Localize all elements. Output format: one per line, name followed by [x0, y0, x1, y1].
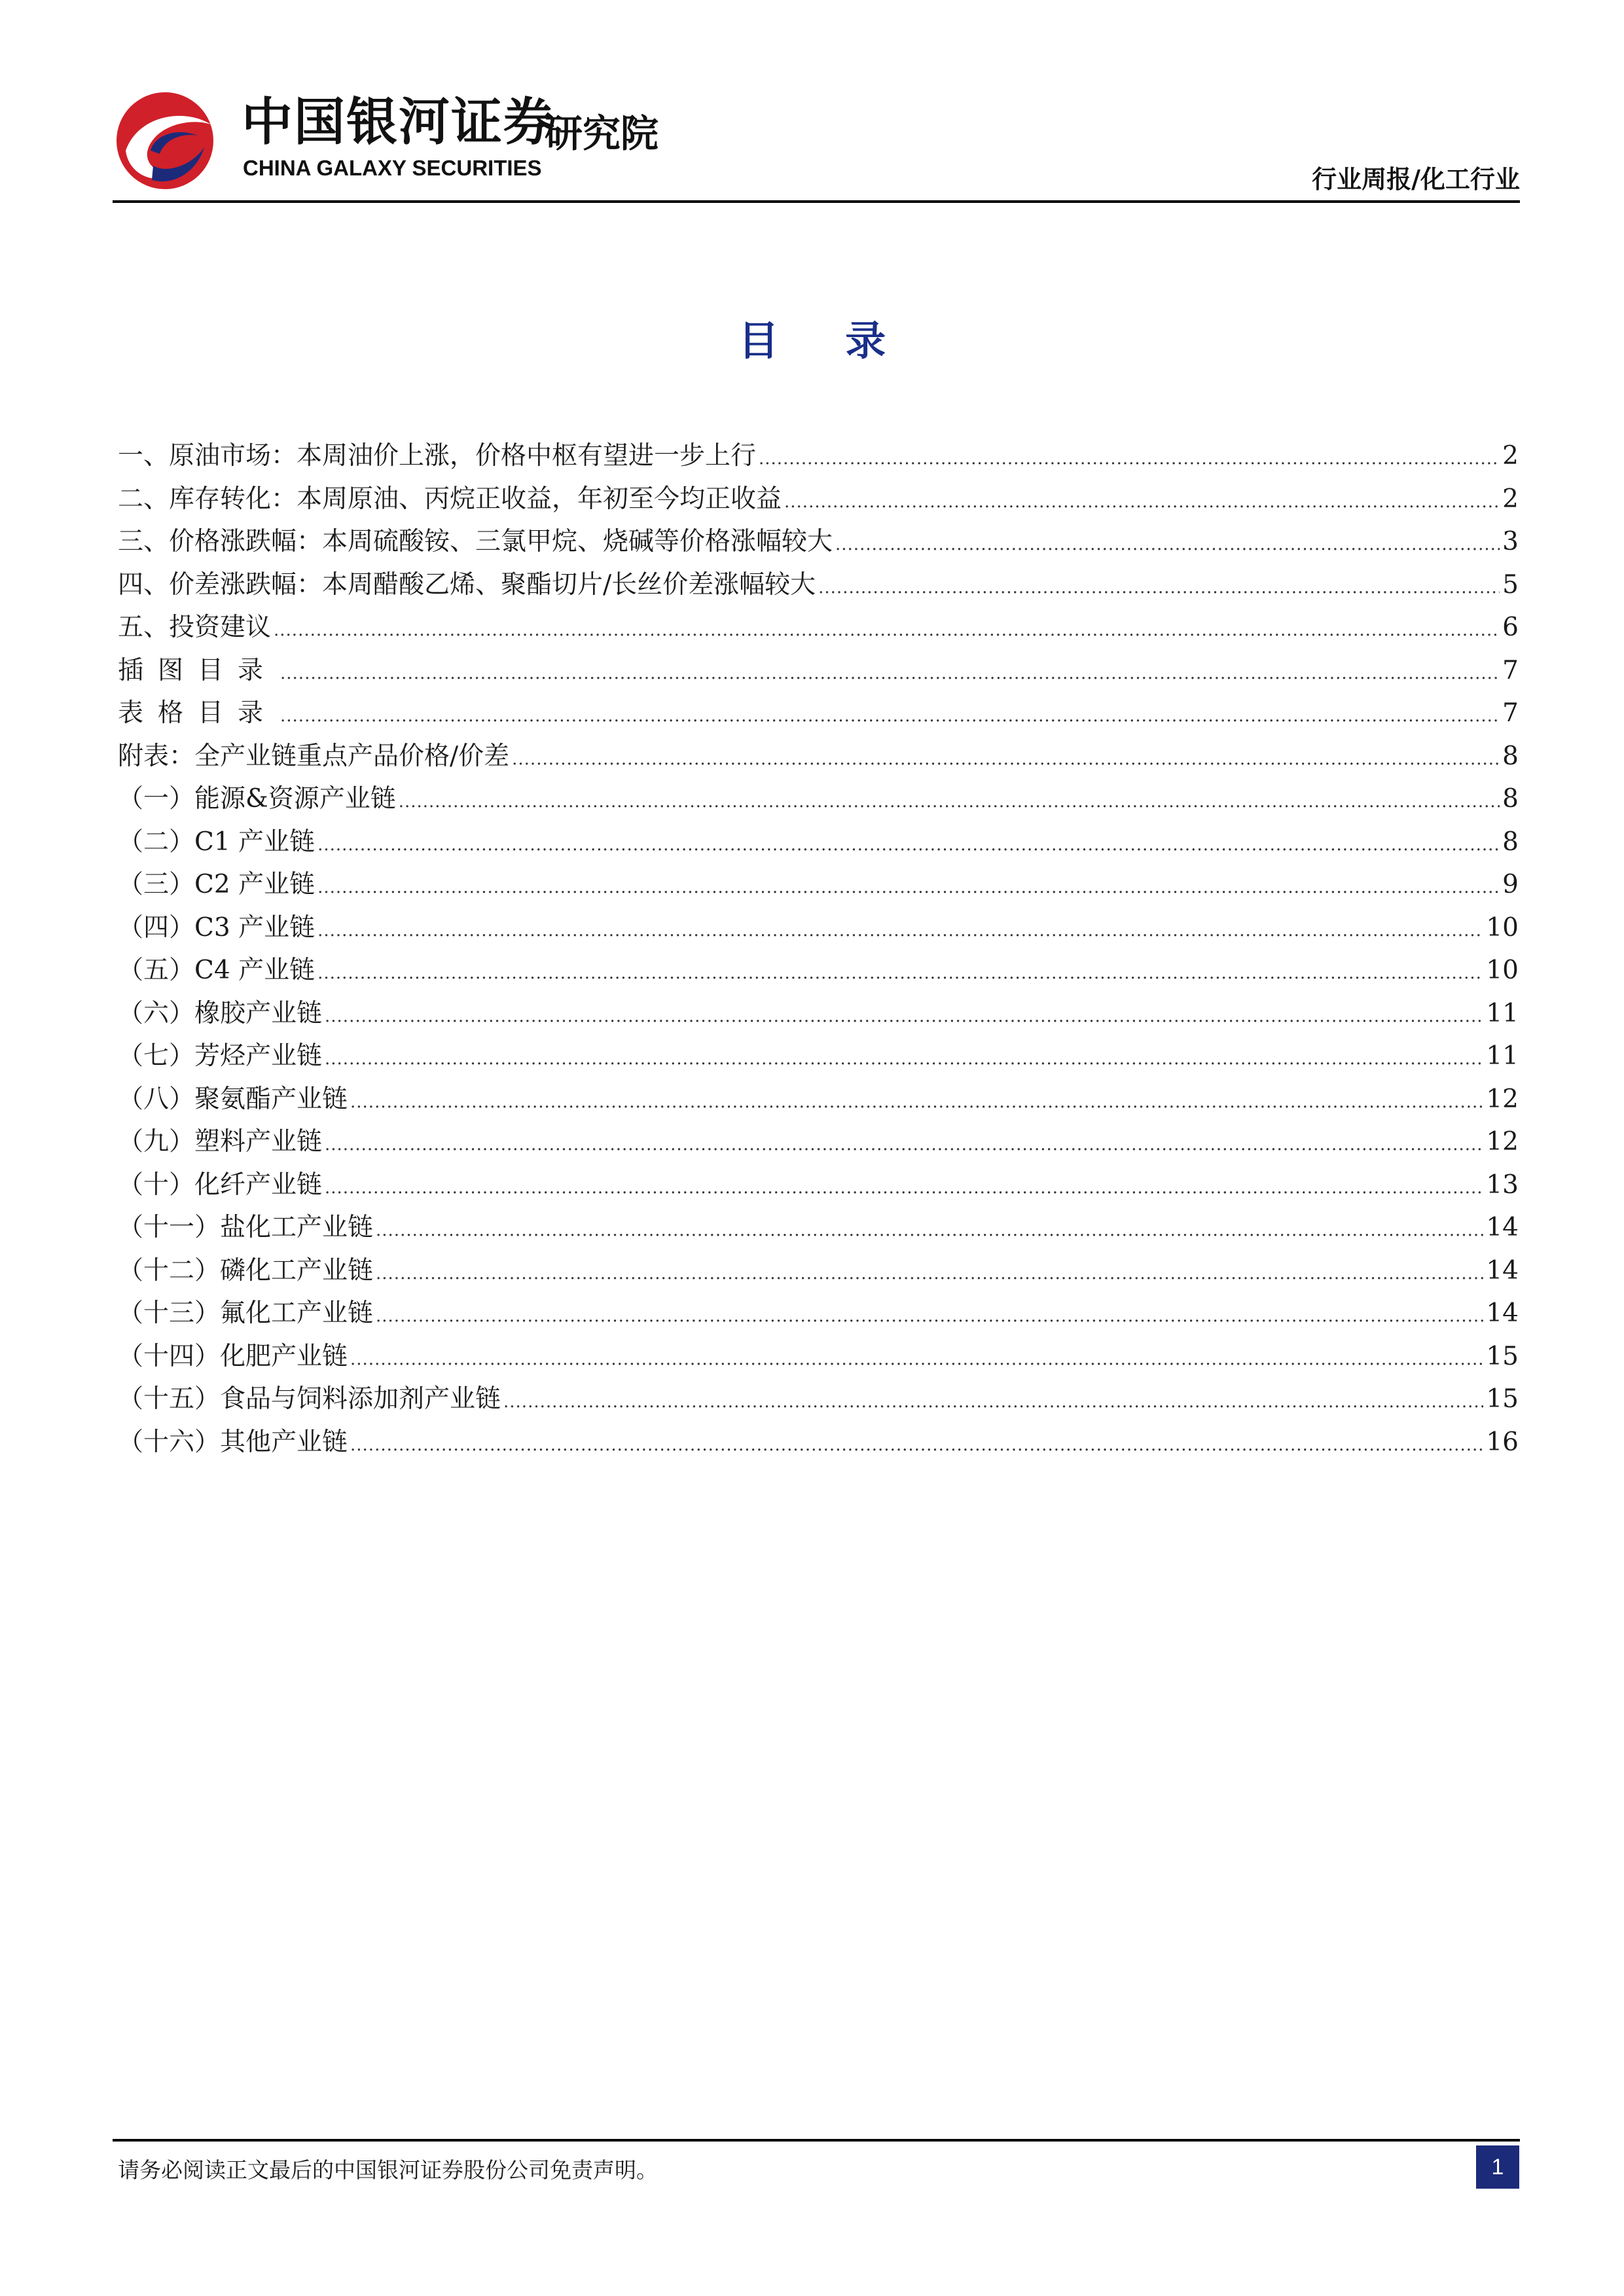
- table-of-contents: [118, 435, 1519, 1464]
- toc-entry-label: 三、价格涨跌幅：本周硫酸铵、三氯甲烷、烧碱等价格涨幅较大: [118, 527, 833, 556]
- footer-divider: [113, 2139, 1520, 2142]
- toc-entry[interactable]: [118, 1336, 1519, 1379]
- toc-entry-label: （十六）其他产业链: [118, 1427, 348, 1457]
- toc-leader-dots: [317, 878, 1500, 897]
- toc-leader-dots: [376, 1306, 1483, 1326]
- brand-name-en: CHINA GALAXY SECURITIES: [243, 156, 542, 180]
- toc-entry[interactable]: [118, 993, 1519, 1036]
- toc-entry-page: 6: [1502, 613, 1519, 642]
- toc-entry-page: 7: [1502, 698, 1519, 728]
- toc-entry[interactable]: [118, 1035, 1519, 1079]
- footer-disclaimer: 请务必阅读正文最后的中国银河证券股份公司免责声明。: [118, 2157, 658, 2183]
- toc-title: 目 录: [738, 317, 912, 365]
- toc-leader-dots: [317, 921, 1483, 941]
- toc-entry-page: 5: [1502, 569, 1519, 600]
- toc-entry-page: 14: [1486, 1213, 1519, 1242]
- toc-entry[interactable]: [118, 1079, 1519, 1122]
- header-divider: [113, 200, 1520, 203]
- toc-entry-page: 12: [1486, 1127, 1519, 1157]
- brand-subtitle: 研究院: [545, 111, 659, 156]
- toc-entry-page: 10: [1486, 956, 1519, 985]
- toc-entry-label: （一）能源&资源产业链: [118, 784, 396, 814]
- toc-entry-label: （七）芳烃产业链: [118, 1041, 323, 1071]
- toc-leader-dots: [759, 449, 1500, 469]
- toc-entry-page: 10: [1486, 912, 1519, 942]
- toc-entry-label: 插图目录: [118, 655, 278, 685]
- toc-leader-dots: [325, 1135, 1483, 1155]
- toc-leader-dots: [503, 1392, 1483, 1412]
- toc-entry-page: 13: [1486, 1170, 1519, 1200]
- toc-entry-label: （十二）磷化工产业链: [118, 1255, 374, 1285]
- toc-entry[interactable]: [118, 821, 1519, 865]
- toc-entry-page: 14: [1486, 1299, 1519, 1328]
- toc-entry-label: 附表：全产业链重点产品价格/价差: [118, 741, 510, 771]
- toc-entry-page: 8: [1502, 827, 1519, 857]
- toc-entry[interactable]: [118, 1164, 1519, 1208]
- toc-entry-label: （六）橡胶产业链: [118, 998, 323, 1028]
- toc-entry[interactable]: [118, 435, 1519, 478]
- toc-entry-label: 一、原油市场：本周油价上涨，价格中枢有望进一步上行: [118, 441, 757, 471]
- toc-leader-dots: [818, 578, 1500, 598]
- toc-leader-dots: [835, 535, 1500, 554]
- toc-leader-dots: [274, 620, 1500, 640]
- toc-entry[interactable]: [118, 1207, 1519, 1250]
- toc-entry[interactable]: [118, 907, 1519, 950]
- toc-entry-label: 五、投资建议: [118, 613, 272, 642]
- toc-leader-dots: [280, 664, 1500, 683]
- toc-entry-page: 11: [1486, 998, 1519, 1028]
- toc-entry[interactable]: [118, 950, 1519, 993]
- toc-entry-page: 14: [1486, 1255, 1519, 1285]
- toc-entry[interactable]: [118, 778, 1519, 821]
- toc-leader-dots: [280, 706, 1500, 726]
- galaxy-logo-icon: [113, 88, 217, 193]
- toc-entry-page: 15: [1486, 1384, 1519, 1414]
- toc-leader-dots: [325, 1049, 1483, 1069]
- toc-entry-page: 2: [1502, 484, 1519, 514]
- toc-entry[interactable]: [118, 736, 1519, 779]
- toc-entry-page: 11: [1486, 1041, 1519, 1071]
- toc-entry[interactable]: [118, 650, 1519, 693]
- toc-entry[interactable]: [118, 864, 1519, 907]
- toc-entry[interactable]: [118, 1378, 1519, 1422]
- toc-leader-dots: [350, 1435, 1483, 1455]
- toc-entry[interactable]: [118, 692, 1519, 736]
- toc-entry[interactable]: [118, 1121, 1519, 1164]
- toc-entry[interactable]: [118, 521, 1519, 564]
- toc-entry-label: （九）塑料产业链: [118, 1127, 323, 1157]
- toc-entry[interactable]: [118, 478, 1519, 522]
- toc-entry-label: （三）C2 产业链: [118, 870, 316, 899]
- toc-entry[interactable]: [118, 1422, 1519, 1465]
- toc-entry-page: 8: [1502, 741, 1519, 771]
- toc-entry-page: 15: [1486, 1341, 1519, 1371]
- toc-entry-page: 12: [1486, 1084, 1519, 1114]
- toc-entry-label: （十）化纤产业链: [118, 1170, 323, 1200]
- toc-entry-page: 3: [1502, 527, 1519, 556]
- toc-entry-page: 7: [1502, 655, 1519, 685]
- report-category: 行业周报/化工行业: [1312, 165, 1520, 194]
- toc-entry[interactable]: [118, 607, 1519, 650]
- toc-leader-dots: [350, 1092, 1483, 1112]
- toc-leader-dots: [784, 492, 1500, 512]
- toc-entry-label: （五）C4 产业链: [118, 956, 316, 985]
- toc-entry-page: 16: [1486, 1427, 1519, 1457]
- toc-entry-label: （八）聚氨酯产业链: [118, 1084, 348, 1114]
- toc-entry-label: （四）C3 产业链: [118, 912, 316, 942]
- toc-entry[interactable]: [118, 564, 1519, 607]
- toc-entry[interactable]: [118, 1250, 1519, 1293]
- toc-entry-page: 8: [1502, 784, 1519, 814]
- toc-entry-page: 2: [1502, 441, 1519, 471]
- brand-name-cn: 中国银河证券: [242, 93, 556, 152]
- toc-entry-label: （十一）盐化工产业链: [118, 1213, 374, 1242]
- toc-entry[interactable]: [118, 1293, 1519, 1336]
- toc-leader-dots: [325, 1178, 1483, 1198]
- toc-entry-label: （二）C1 产业链: [118, 827, 316, 857]
- page-header: [113, 85, 1520, 202]
- toc-leader-dots: [512, 749, 1500, 769]
- toc-entry-label: （十五）食品与饲料添加剂产业链: [118, 1384, 501, 1414]
- toc-leader-dots: [376, 1264, 1483, 1283]
- toc-entry-page: 9: [1502, 870, 1519, 899]
- toc-leader-dots: [317, 835, 1500, 855]
- toc-leader-dots: [399, 792, 1500, 812]
- toc-entry-label: （十三）氟化工产业链: [118, 1299, 374, 1328]
- toc-entry-label: 四、价差涨跌幅：本周醋酸乙烯、聚酯切片/长丝价差涨幅较大: [118, 569, 816, 600]
- toc-leader-dots: [317, 963, 1483, 983]
- page-number: 1: [1476, 2145, 1519, 2189]
- toc-entry-label: 表格目录: [118, 698, 278, 728]
- toc-entry-label: 二、库存转化：本周原油、丙烷正收益，年初至今均正收益: [118, 484, 782, 514]
- toc-leader-dots: [350, 1350, 1483, 1369]
- toc-entry-label: （十四）化肥产业链: [118, 1341, 348, 1371]
- toc-leader-dots: [325, 1007, 1483, 1026]
- toc-leader-dots: [376, 1221, 1483, 1240]
